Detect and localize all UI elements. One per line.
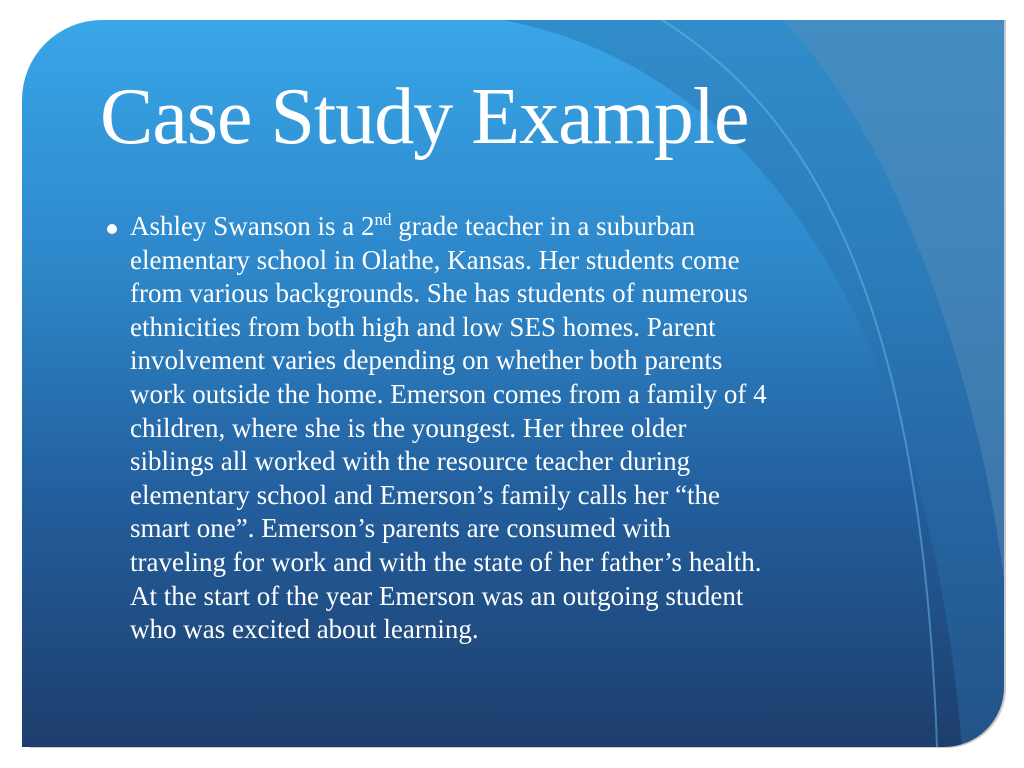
- bullet-icon: [107, 224, 117, 234]
- text-line: traveling for work and with the state of her father’s health.: [130, 546, 762, 577]
- text-line: from various backgrounds. She has students of numerous: [130, 278, 748, 309]
- text-line: children, where she is the youngest. Her three older: [130, 412, 687, 443]
- text-line: elementary school and Emerson’s family calls her “the: [130, 479, 721, 510]
- text-segment: Ashley Swanson is a 2: [130, 211, 375, 241]
- text-segment: grade teacher in a suburban: [391, 211, 696, 241]
- text-line: work outside the home. Emerson comes from a family of 4: [130, 378, 767, 409]
- text-line: At the start of the year Emerson was an outgoing student: [130, 580, 744, 611]
- slide-title: Case Study Example: [100, 73, 749, 161]
- text-line: who was excited about learning.: [130, 614, 479, 645]
- text-line: [130, 210, 767, 244]
- bullet-item: [107, 210, 767, 647]
- slide: [22, 20, 1004, 747]
- superscript: nd: [374, 210, 392, 229]
- text-line: involvement varies depending on whether both parents: [130, 345, 723, 376]
- text-line: ethnicities from both high and low SES homes. Parent: [130, 311, 716, 342]
- text-line: elementary school in Olathe, Kansas. Her students come: [130, 244, 740, 275]
- text-line: siblings all worked with the resource teacher during: [130, 446, 691, 477]
- text-line: smart one”. Emerson’s parents are consumed with: [130, 513, 671, 544]
